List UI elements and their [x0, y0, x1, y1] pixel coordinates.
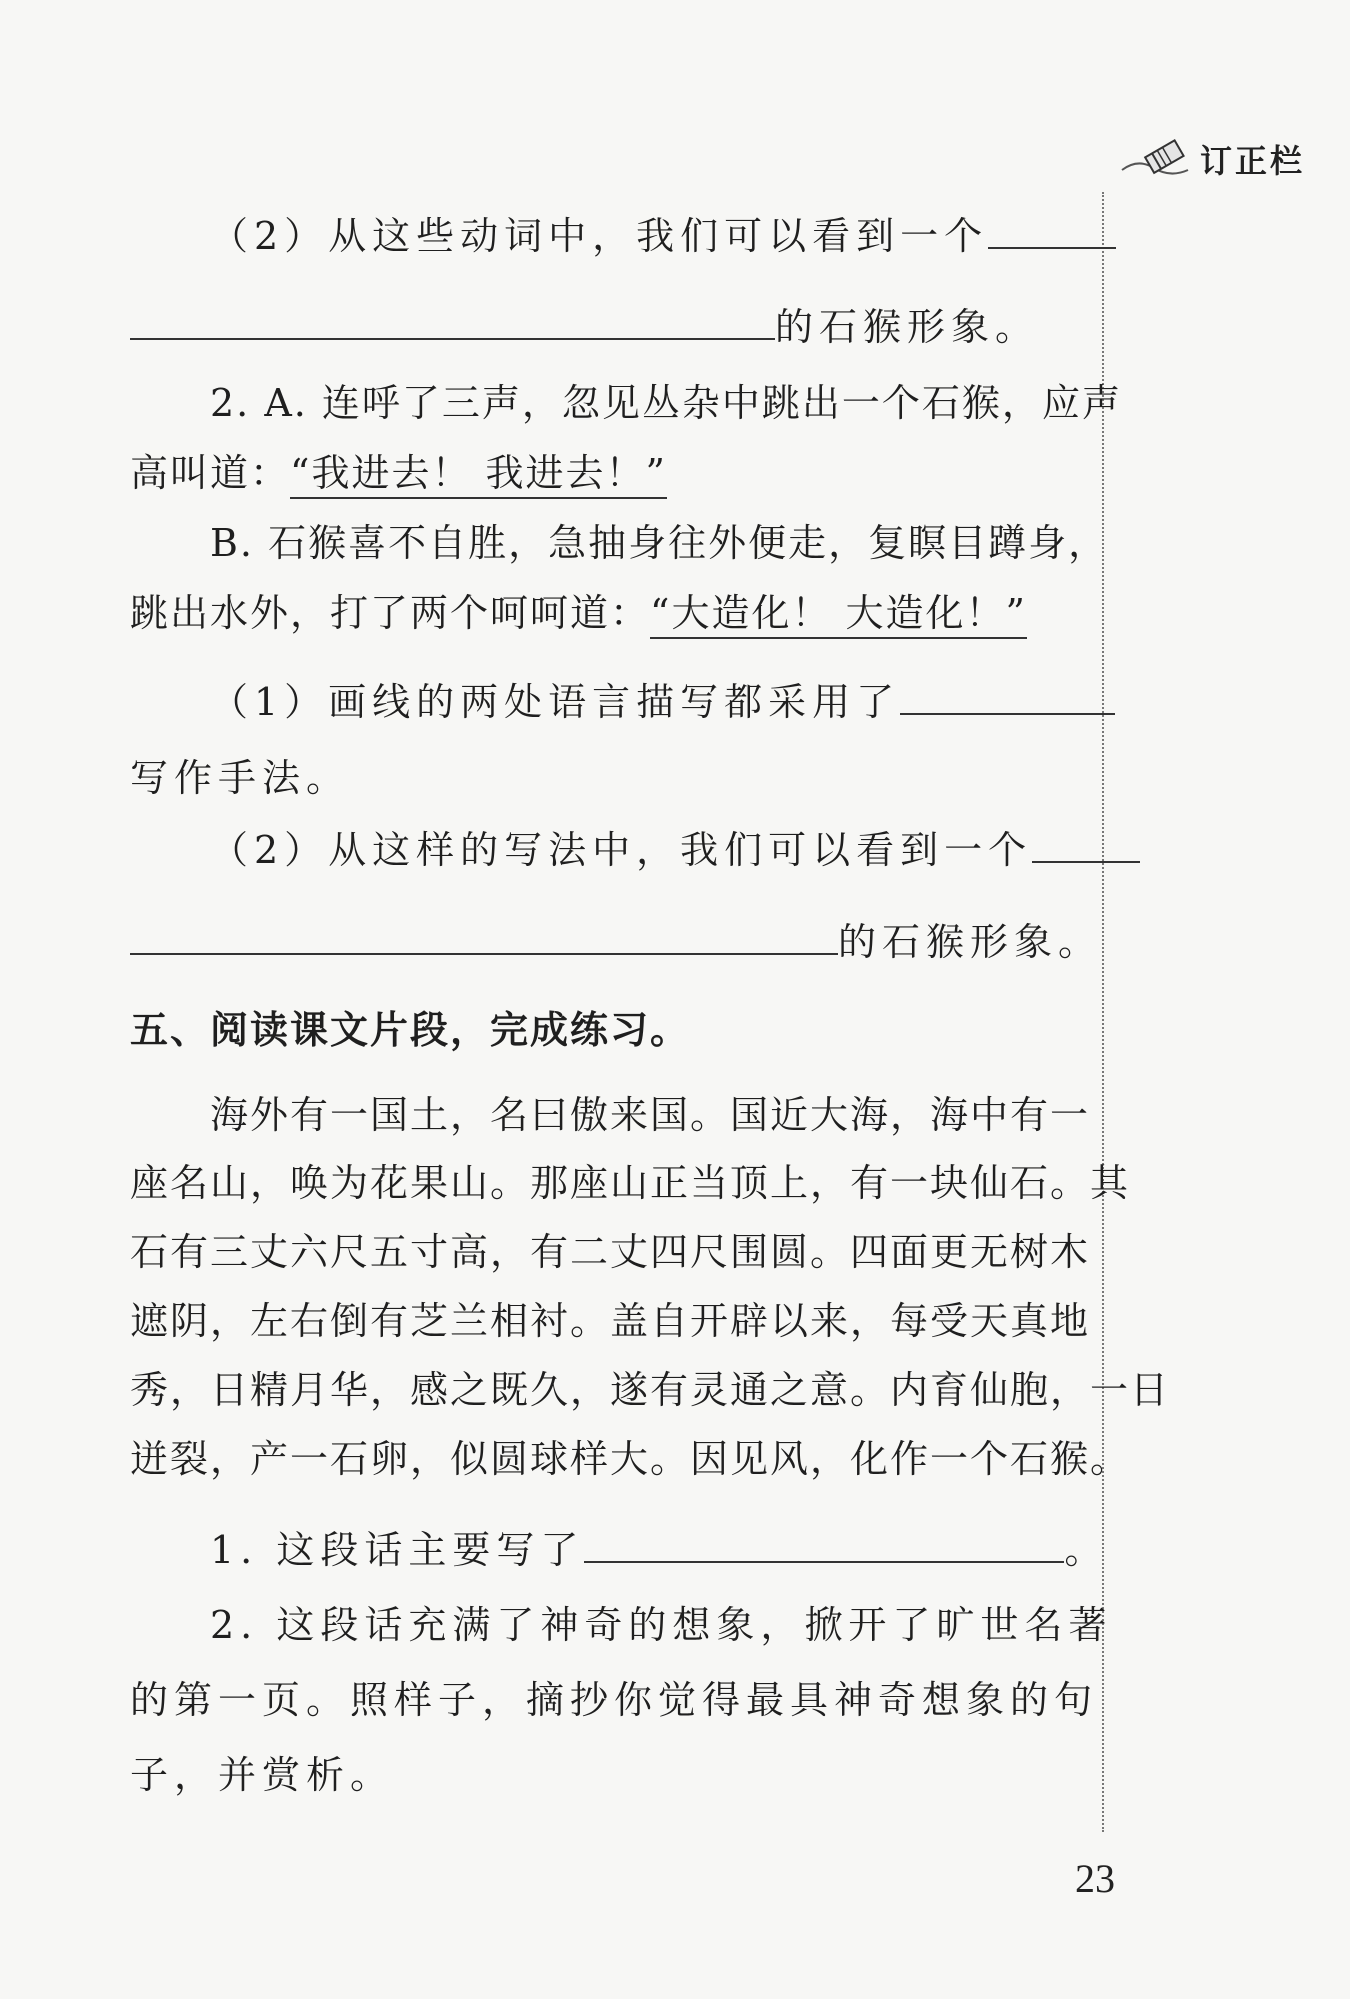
correction-column-label: 订正栏: [1200, 142, 1306, 180]
q4-item2-line2: [130, 443, 1080, 503]
q4-sub1-text: （1）画线的两处语言描写都采用了: [210, 680, 901, 724]
passage-line: 海外有一国土，名曰傲来国。国近大海，海中有一: [210, 1093, 1091, 1137]
answer-blank[interactable]: [584, 1521, 1064, 1563]
section5-q2-line: 2. 这段话充满了神奇的想象，掀开了旷世名著: [210, 1603, 1113, 1647]
q4-p2-line1: [210, 206, 1160, 266]
section5-q2-line: 的第一页。照样子，摘抄你觉得最具神奇想象的句: [130, 1678, 1099, 1722]
page-number: 23: [1075, 1856, 1115, 1901]
q4-item2-line1: 2. A. 连呼了三声，忽见丛杂中跳出一个石猴，应声: [210, 381, 1122, 425]
passage-line: 石有三丈六尺五寸高，有二丈四尺围圆。四面更无树木: [130, 1230, 1091, 1274]
passage-line: 迸裂，产一石卵，似圆球样大。因见风，化作一个石猴。: [130, 1437, 1131, 1481]
answer-blank[interactable]: [900, 673, 1115, 715]
q4-item2-prefix: 高叫道：: [130, 451, 291, 495]
q4-sub2-line2-text: 的石猴形象。: [838, 920, 1103, 964]
q4-itemB-line2: [130, 583, 1080, 643]
q4-p2-line2: [130, 297, 1080, 357]
q4-sub2-line1: [210, 820, 1160, 880]
underlined-quote: “大造化！ 大造化！”: [650, 591, 1027, 639]
section5-heading: 五、阅读课文片段，完成练习。: [130, 1008, 691, 1052]
q4-sub2-text: （2）从这样的写法中，我们可以看到一个: [210, 828, 1033, 872]
margin-divider: [1102, 192, 1104, 1832]
section5-q2-line: 子，并赏析。: [130, 1753, 395, 1797]
pencil-icon: [1118, 130, 1198, 190]
q4-itemB-line1: B. 石猴喜不自胜，急抽身往外便走，复瞑目蹲身，: [210, 521, 1109, 565]
section5-q1: [210, 1520, 1160, 1580]
section5-q1-end: 。: [1064, 1528, 1109, 1572]
answer-blank[interactable]: [130, 913, 838, 955]
section5-q1-text: 1. 这段话主要写了: [210, 1528, 585, 1572]
q4-sub1-line2: 写作手法。: [130, 756, 351, 800]
answer-blank[interactable]: [130, 298, 775, 340]
passage-line: 遮阴，左右倒有芝兰相衬。盖自开辟以来，每受天真地: [130, 1299, 1091, 1343]
q4-itemB-prefix: 跳出水外，打了两个呵呵道：: [130, 591, 651, 635]
q4-p2-line1-text: （2）从这些动词中，我们可以看到一个: [210, 214, 989, 258]
underlined-quote: “我进去！ 我进去！”: [290, 451, 667, 499]
correction-column-header: [1118, 130, 1338, 190]
answer-blank[interactable]: [1032, 821, 1140, 863]
passage-line: 秀，日精月华，感之既久，遂有灵通之意。内育仙胞，一日: [130, 1368, 1171, 1412]
q4-sub1-line1: [210, 672, 1160, 732]
answer-blank[interactable]: [988, 207, 1116, 249]
q4-p2-line2-text: 的石猴形象。: [775, 305, 1040, 349]
q4-sub2-line2: [130, 912, 1103, 972]
passage-line: 座名山，唤为花果山。那座山正当顶上，有一块仙石。其: [130, 1161, 1131, 1205]
